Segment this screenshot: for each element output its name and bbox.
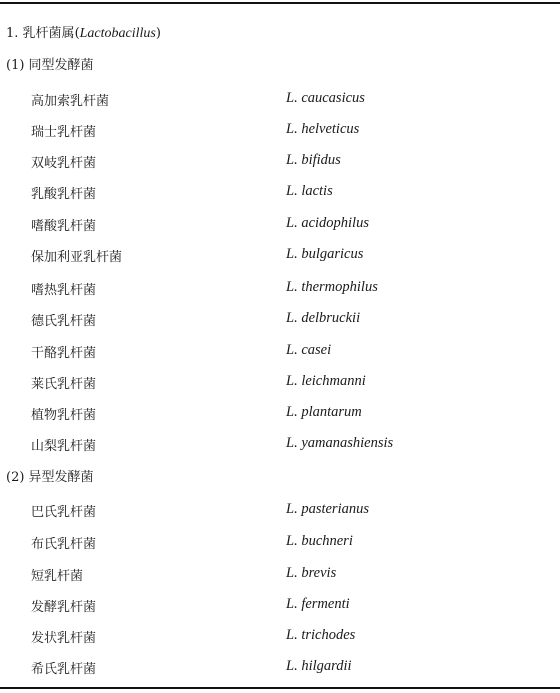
species-name-sci: L. plantarum <box>286 404 362 420</box>
species-row <box>0 342 560 362</box>
species-row <box>0 152 560 172</box>
group-heading-heterofermentative: (2) 异型发酵菌 <box>6 470 94 485</box>
species-name-zh: 短乳杆菌 <box>31 569 84 584</box>
genus-heading: 1. 乳杆菌属(Lactobacillus) <box>6 26 161 41</box>
species-name-sci: L. bifidus <box>286 152 341 168</box>
species-name-sci: L. pasterianus <box>286 501 369 517</box>
species-name-zh: 巴氏乳杆菌 <box>31 505 97 520</box>
species-row <box>0 565 560 585</box>
species-name-zh: 干酪乳杆菌 <box>31 346 97 361</box>
species-row <box>0 183 560 203</box>
species-row <box>0 246 560 266</box>
species-name-zh: 双岐乳杆菌 <box>31 156 97 171</box>
group-heading-homofermentative: (1) 同型发酵菌 <box>6 58 94 73</box>
genus-number: 1. <box>6 26 19 41</box>
species-name-sci: L. helveticus <box>286 121 360 137</box>
species-name-sci: L. hilgardii <box>286 658 352 674</box>
species-name-sci: L. fermenti <box>286 596 350 612</box>
species-name-sci: L. casei <box>286 342 332 358</box>
bottom-rule <box>0 687 560 689</box>
species-row <box>0 121 560 141</box>
species-name-sci: L. acidophilus <box>286 215 369 231</box>
species-row <box>0 627 560 647</box>
species-name-zh: 德氏乳杆菌 <box>31 314 97 329</box>
species-name-zh: 瑞士乳杆菌 <box>31 125 97 140</box>
species-name-zh: 植物乳杆菌 <box>31 408 97 423</box>
species-name-zh: 发状乳杆菌 <box>31 631 97 646</box>
species-name-zh: 乳酸乳杆菌 <box>31 187 97 202</box>
species-name-zh: 嗜酸乳杆菌 <box>31 219 97 234</box>
species-row <box>0 501 560 521</box>
species-row <box>0 658 560 678</box>
species-name-zh: 保加利亚乳杆菌 <box>31 250 123 265</box>
species-row <box>0 435 560 455</box>
species-name-sci: L. leichmanni <box>286 373 366 389</box>
species-name-zh: 发酵乳杆菌 <box>31 600 97 615</box>
top-rule <box>0 2 560 4</box>
species-name-zh: 山梨乳杆菌 <box>31 439 97 454</box>
species-name-sci: L. bulgaricus <box>286 246 364 262</box>
species-row <box>0 215 560 235</box>
species-name-sci: L. caucasicus <box>286 90 365 106</box>
species-name-sci: L. delbruckii <box>286 310 361 326</box>
species-row <box>0 310 560 330</box>
species-name-sci: L. thermophilus <box>286 279 378 295</box>
species-row <box>0 404 560 424</box>
species-row <box>0 90 560 110</box>
species-name-sci: L. brevis <box>286 565 337 581</box>
species-name-sci: L. lactis <box>286 183 333 199</box>
species-name-sci: L. trichodes <box>286 627 356 643</box>
species-row <box>0 596 560 616</box>
species-name-zh: 嗜热乳杆菌 <box>31 283 97 298</box>
species-row <box>0 533 560 553</box>
species-row <box>0 279 560 299</box>
species-name-zh: 莱氏乳杆菌 <box>31 377 97 392</box>
species-row <box>0 373 560 393</box>
species-name-sci: L. yamanashiensis <box>286 435 394 451</box>
genus-name-zh: 乳杆菌属 <box>22 26 75 41</box>
species-name-sci: L. buchneri <box>286 533 353 549</box>
species-name-zh: 布氏乳杆菌 <box>31 537 97 552</box>
species-name-zh: 高加索乳杆菌 <box>31 94 110 109</box>
genus-name-latin: Lactobacillus <box>79 26 156 41</box>
species-name-zh: 希氏乳杆菌 <box>31 662 97 677</box>
